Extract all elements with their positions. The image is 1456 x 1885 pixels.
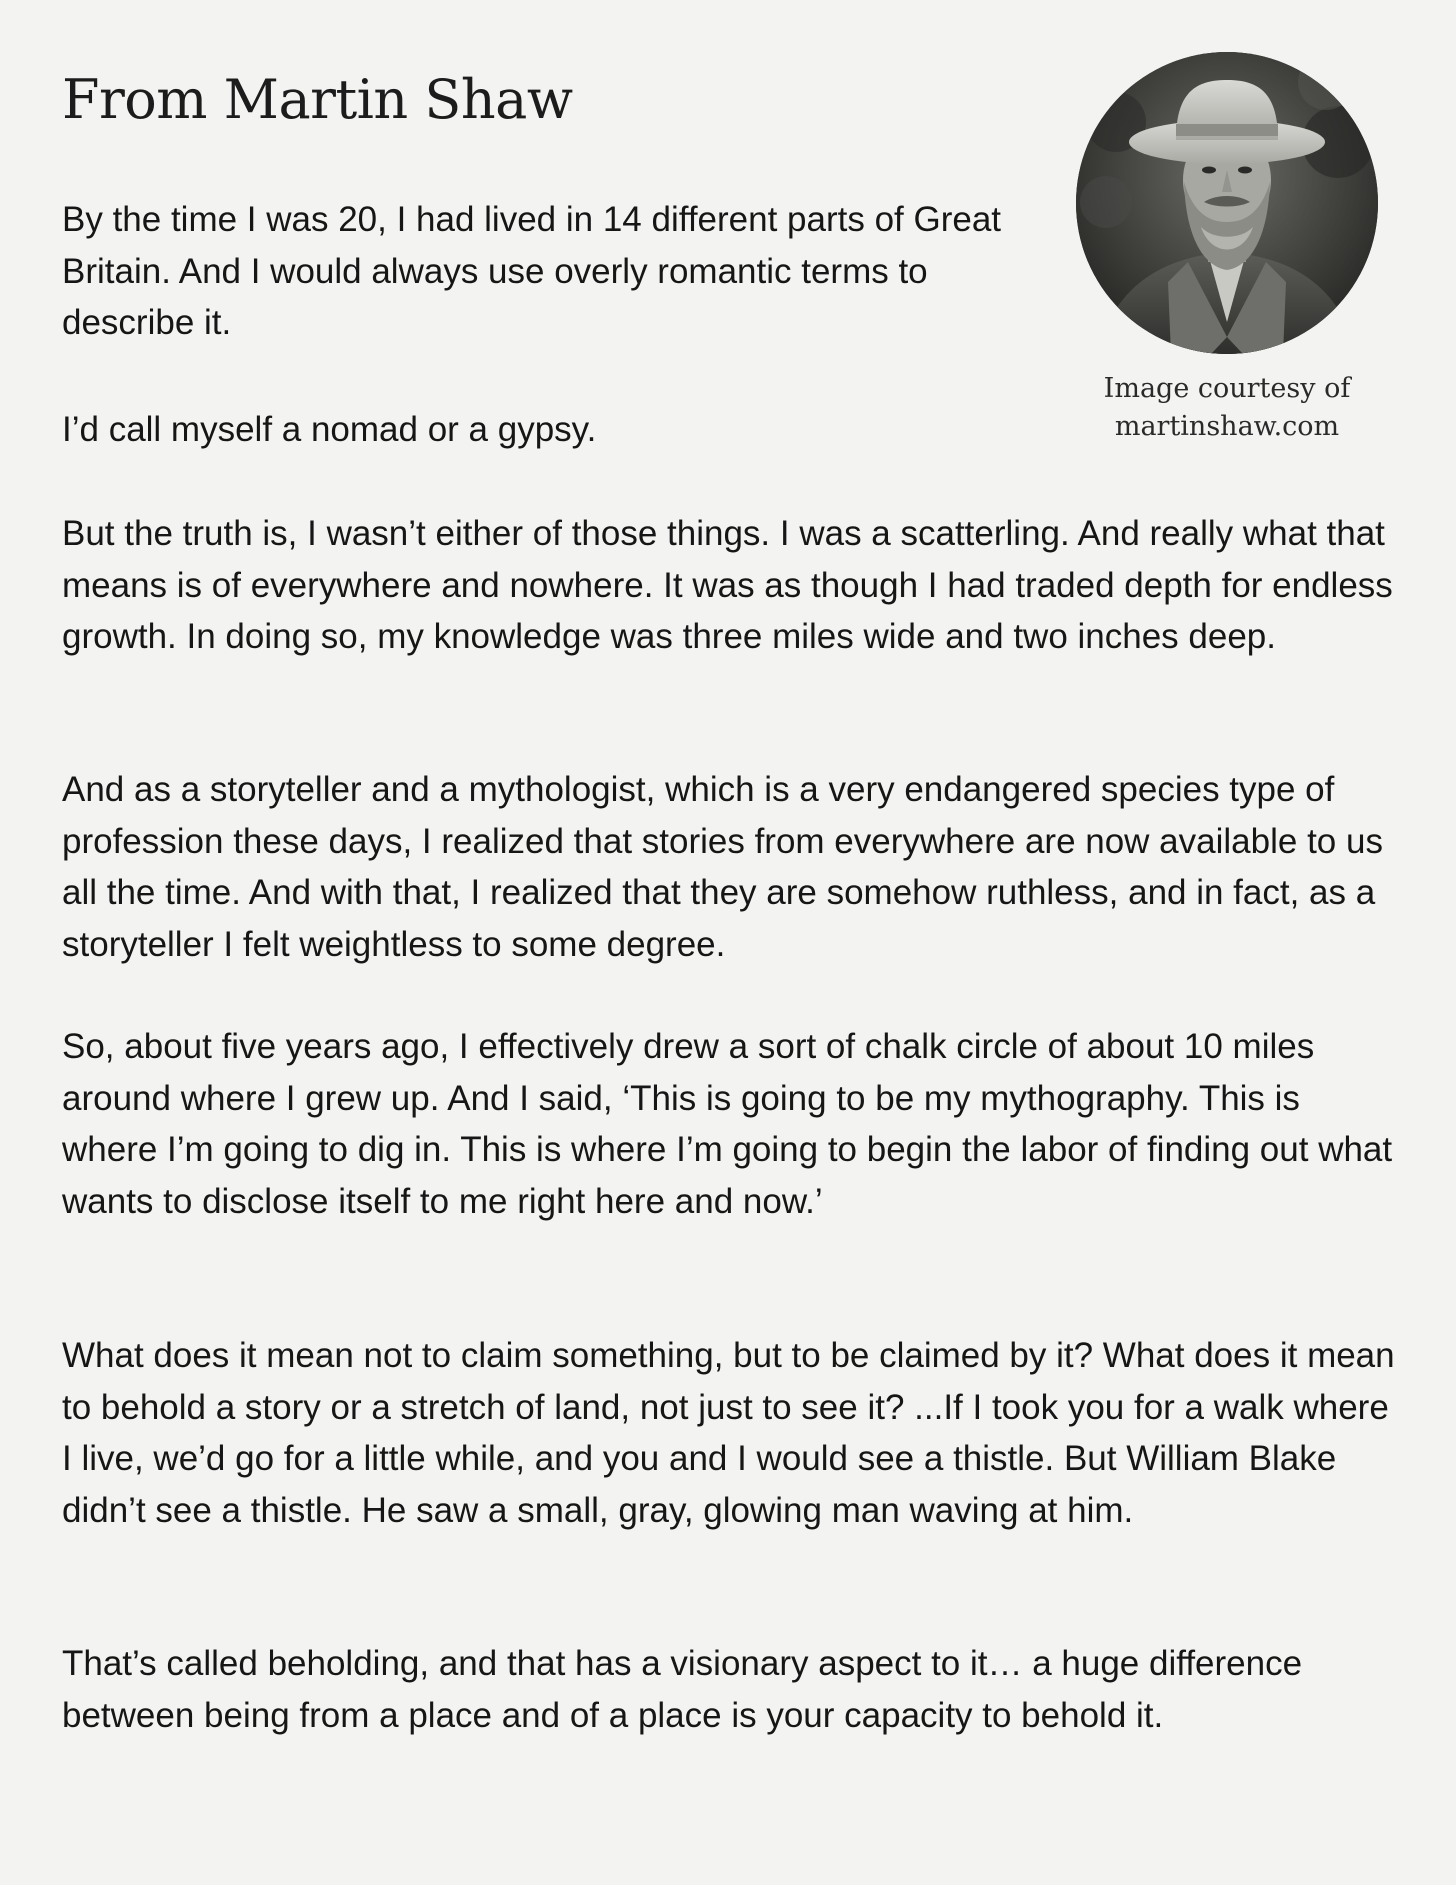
portrait-illustration <box>1076 52 1378 354</box>
paragraph: But the truth is, I wasn’t either of those things. I was a scatterling. And really what that means is of everywhere and nowhere. It was as though I had traded depth for endless growth. In doing so, my knowledge was three miles wide and two inches deep. <box>62 514 1393 656</box>
paragraph: What does it mean not to claim something, but to be claimed by it? What does it mean to behold a story or a stretch of land, not just to see it? ...If I took you for a walk where I live, we’d go for a little while, and you and I would see a thistle. But William Blake didn’t see a thistle. He saw a small, gray, glowing man waving at him. <box>62 1336 1395 1530</box>
paragraph: So, about five years ago, I effectively drew a sort of chalk circle of about 10 miles around where I grew up. And I said, ‘This is going to be my mythography. This is where I’m going to dig in. This is where I’m going to begin the labor of finding out what wants to disclose itself to me right here and now.’ <box>62 1027 1393 1221</box>
caption-link-text: martinshaw.com <box>1114 411 1340 442</box>
author-portrait <box>1076 52 1378 354</box>
paragraph: I’d call myself a nomad or a gypsy. <box>62 410 597 449</box>
paragraph: By the time I was 20, I had lived in 14 different parts of Great Britain. And I would always use overly romantic terms to describe it. <box>62 200 1002 342</box>
paragraph: And as a storyteller and a mythologist, which is a very endangered species type of profession these days, I realized that stories from everywhere are now available to us all the time. And with that, I realized that they are somehow ruthless, and in fact, as a storyteller I felt weightless to some degree. <box>62 770 1383 964</box>
paragraph: That’s called beholding, and that has a visionary aspect to it… a huge difference between being from a place and of a place is your capacity to behold it. <box>62 1644 1303 1735</box>
caption-line-1: Image courtesy of <box>1103 373 1351 404</box>
page-title: From Martin Shaw <box>62 68 573 131</box>
image-caption <box>1060 370 1394 446</box>
